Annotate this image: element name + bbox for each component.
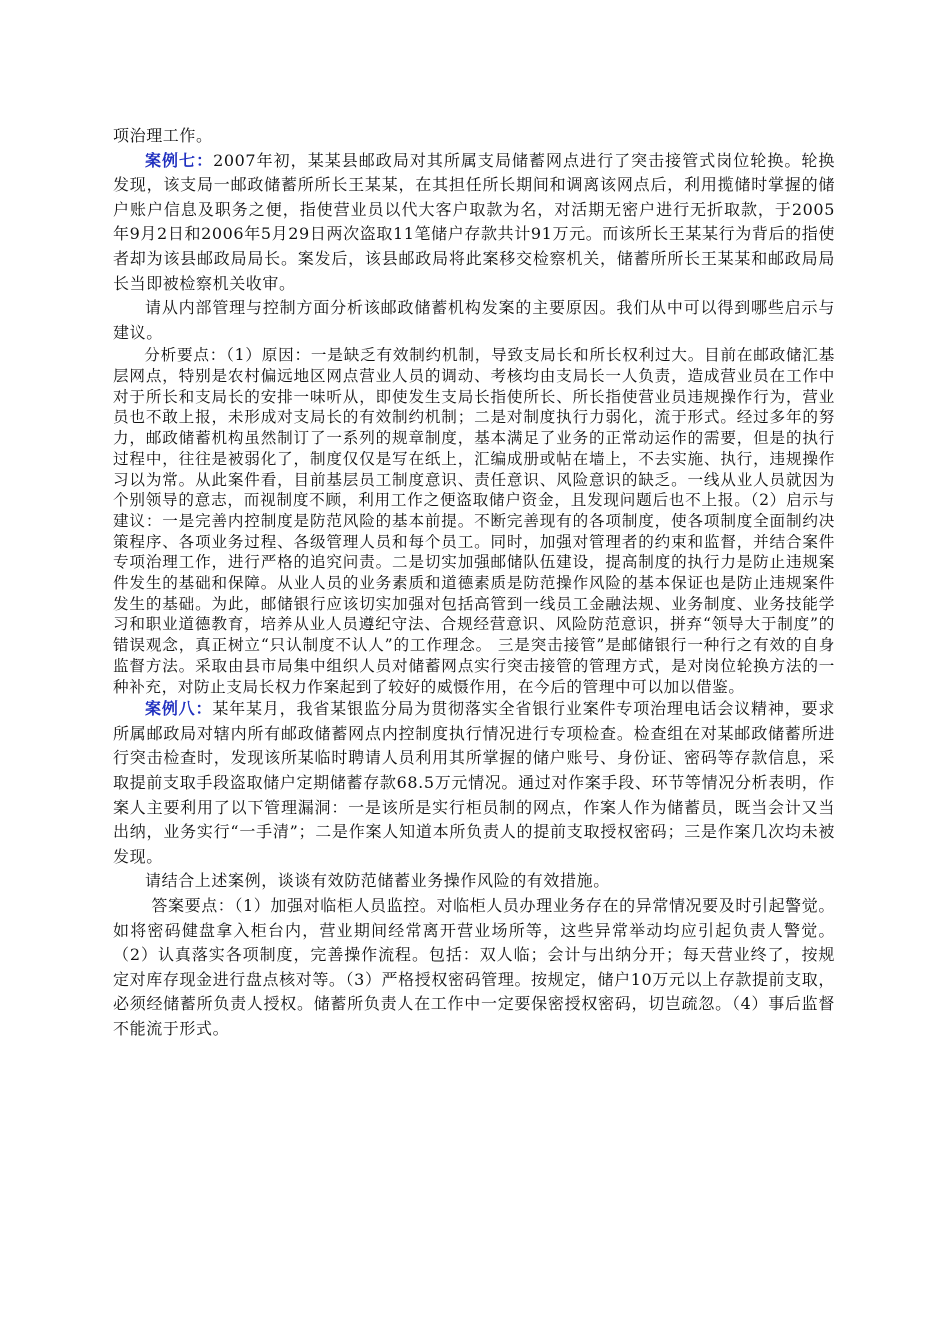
case-7-label: 案例七： [145,150,214,170]
case-7-analysis: 分析要点：（1）原因：一是缺乏有效制约机制，导致支局长和所长权利过大。目前在邮政储汇基层网点，特别是农村偏远地区网点营业人员的调动、考核均由支局长一人负责，造成营业员在工作中对于所长和支局长的安排一味听从，即使发生支局长指使所长、所长指使营业员违规操作行为，营业员也不敢上报，未形成对支局长的有效制约机制；二是对制度执行力弱化，流于形式。经过多年的努力，邮政储蓄机构虽然制订了一系列的规章制度，基本满足了业务的正常动运作的需要，但是的执行过程中，往往是被弱化了，制度仅仅是写在纸上，汇编成册或帖在墙上，不去实施、执行，违规操作习以为常。从此案件看，目前基层员工制度意识、责任意识、风险意识的缺乏。一线从业人员就因为个别领导的意志，而视制度不顾，利用工作之便盗取储户资金，且发现问题后也不上报。（2）启示与建议：一是完善内控制度是防范风险的基本前提。不断完善现有的各项制度，使各项制度全面制约决策程序、各项业务过程、各级管理人员和每个员工。同时，加强对管理者的约束和监督，并结合案件专项治理工作，进行严格的追究问责。二是切实加强邮储队伍建设，提高制度的执行力是防止违规案件发生的基础和保障。从业人员的业务素质和道德素质是防范操作风险的基本保证也是防止违规案件发生的基础。为此，邮储银行应该切实加强对包括高管到一线员工金融法规、业务制度、业务技能学习和职业道德教育，培养从业人员遵纪守法、合规经营意识、风险防范意识，拼弃“领导大于制度”的错误观念，真正树立“只认制度不认人”的工作理念。 三是突击接管”是邮储银行一种行之有效的自身监督方法。采取由县市局集中组织人员对储蓄网点实行突击接管的管理方式，是对岗位轮换方法的一种补充，对防止支局长权力作案起到了较好的威慑作用，在今后的管理中可以加以借鉴。 [113,346,835,696]
case-8-answer: 答案要点：（1）加强对临柜人员监控。对临柜人员办理业务存在的异常情况要及时引起警觉。如将密码健盘拿入柜台内，营业期间经常离开营业场所等，这些异常举动均应引起负责人警觉。（2）认真落实各项制度，完善操作流程。包括：双人临；会计与出纳分开；每天营业终了，按规定对库存现金进行盘点核对等。（3）严格授权密码管理。按规定，储户10万元以上存款提前支取，必须经储蓄所负责人授权。储蓄所负责人在工作中一定要保密授权密码，切岂疏忽。（4）事后监督不能流于形式。 [113,896,835,1039]
case-7-question: 请从内部管理与控制方面分析该邮政储蓄机构发案的主要原因。我们从中可以得到哪些启示与建议。 [113,298,835,342]
case-8-question: 请结合上述案例，谈谈有效防范储蓄业务操作风险的有效措施。 [145,871,610,891]
case-7-paragraph [113,149,835,297]
case-8-paragraph [113,697,835,869]
case-8-label: 案例八： [145,699,213,719]
paragraph-continuation: 项治理工作。 [113,126,213,145]
case-8-body: 某年某月，我省某银监分局为贯彻落实全省银行业案件专项治理电话会议精神，要求所属邮政局对辖内所有邮政储蓄网点内控制度执行情况进行专项检查。检查组在对某邮政储蓄所进行突击检查时，发现该所某临时聘请人员利用其所掌握的储户账号、身份证、密码等存款信息，采取提前支取手段盗取储户定期储蓄存款68.5万元情况。通过对作案手段、环节等情况分析表明，作案人主要利用了以下管理漏洞：一是该所是实行柜员制的网点，作案人作为储蓄员，既当会计又当出纳，业务实行“一手清”；二是作案人知道本所负责人的提前支取授权密码；三是作案几次均未被发现。 [113,699,835,866]
case-7-body: 2007年初，某某县邮政局对其所属支局储蓄网点进行了突击接管式岗位轮换。轮换发现，该支局一邮政储蓄所所长王某某，在其担任所长期间和调离该网点后，利用揽储时掌握的储户账户信息及职务之便，指使营业员以代大客户取款为名，对活期无密户进行无折取款，于2005年9月2日和2006年5月29日两次盗取11笔储户存款共计91万元。而该所长王某某行为背后的指使者却为该县邮政局局长。案发后，该县邮政局将此案移交检察机关，储蓄所所长王某某和邮政局局长当即被检察机关收审。 [113,150,835,293]
